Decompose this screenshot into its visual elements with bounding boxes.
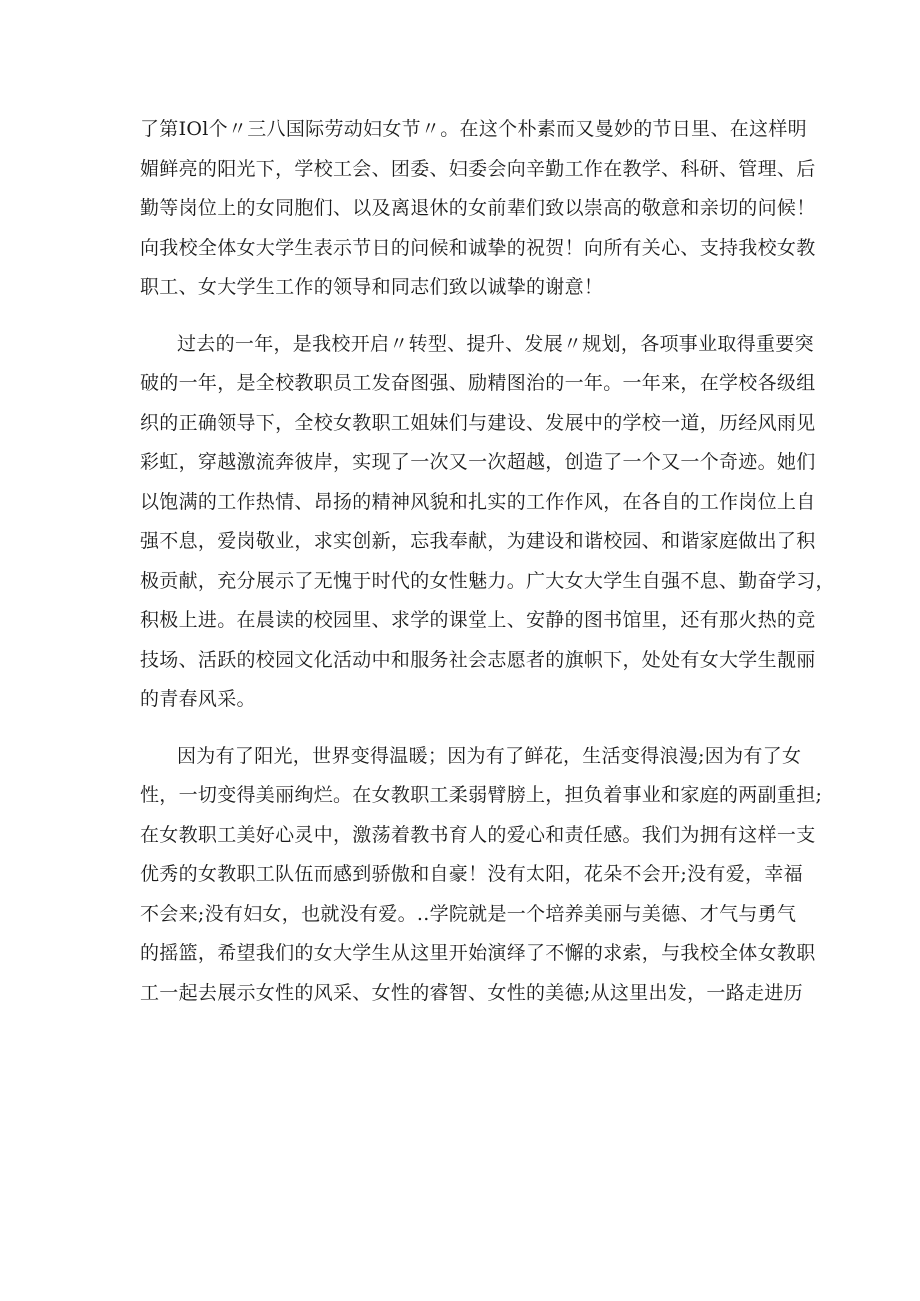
text-line: 织的正确领导下，全校女教职工姐妹们与建设、发展中的学校一道，历经风雨见 (140, 411, 816, 434)
text-line: 职工、女大学生工作的领导和同志们致以诚挚的谢意！ (140, 276, 604, 298)
paragraph-2 (140, 325, 835, 720)
text-line: 勤等岗位上的女同胞们、以及离退休的女前辈们致以崇高的敬意和亲切的问候！ (140, 197, 816, 219)
text-line: 积极上进。在晨读的校园里、求学的课堂上、安静的图书馆里，还有那火热的竞 (140, 609, 816, 631)
text-line: 媚鲜亮的阳光下，学校工会、团委、妇委会向辛勤工作在教学、科研、管理、后 (140, 157, 816, 180)
text-line: 过去的一年，是我校开启〃转型、提升、发展〃规划，各项事业取得重要突 (177, 332, 814, 355)
text-line: 的青春风采。 (140, 688, 256, 710)
text-line: 的摇篮，希望我们的女大学生从这里开始演绎了不懈的求索，与我校全体女教职 (140, 942, 816, 964)
text-line: 了第IOl个〃三八国际劳动妇女节〃。在这个朴素而又曼妙的节日里、在这样明 (140, 118, 807, 140)
text-line: 向我校全体女大学生表示节日的问候和诚挚的祝贺！向所有关心、支持我校女教 (140, 236, 816, 259)
text-line: 以饱满的工作热情、昂扬的精神风貌和扎实的工作作风，在各自的工作岗位上自 (140, 490, 816, 513)
document-body (140, 110, 835, 1013)
text-line: 彩虹，穿越激流奔彼岸，实现了一次又一次超越，创造了一个又一个奇迹。她们 (140, 451, 816, 473)
text-line: 在女教职工美好心灵中，激荡着教书育人的爱心和责任感。我们为拥有这样一支 (140, 823, 816, 846)
paragraph-3 (140, 737, 823, 1014)
text-line: 因为有了阳光，世界变得温暖；因为有了鲜花，生活变得浪漫;因为有了女 (177, 744, 802, 767)
text-line: 破的一年，是全校教职员工发奋图强、励精图治的一年。一年来，在学校各级组 (140, 372, 816, 394)
text-line: 不会来;没有妇女，也就没有爱。..学院就是一个培养美丽与美德、才气与勇气 (140, 902, 797, 925)
paragraph-gap (140, 308, 780, 325)
text-line: 工一起去展示女性的风采、女性的睿智、女性的美德;从这里出发，一路走进历 (140, 981, 803, 1004)
text-line: 极贡献，充分展示了无愧于时代的女性魅力。广大女大学生自强不息、勤奋学习， (140, 569, 835, 592)
paragraph-gap (140, 720, 780, 737)
text-line: 技场、活跃的校园文化活动中和服务社会志愿者的旗帜下，处处有女大学生靓丽 (140, 648, 816, 671)
text-line: 强不息，爱岗敬业，求实创新，忘我奉献，为建设和谐校园、和谐家庭做出了积 (140, 530, 816, 552)
text-line: 优秀的女教职工队伍而感到骄傲和自豪！没有太阳，花朵不会开;没有爱，幸福 (140, 863, 803, 885)
paragraph-1 (140, 110, 816, 308)
text-line: 性，一切变得美丽绚烂。在女教职工柔弱臂膀上，担负着事业和家庭的两副重担; (140, 784, 823, 806)
